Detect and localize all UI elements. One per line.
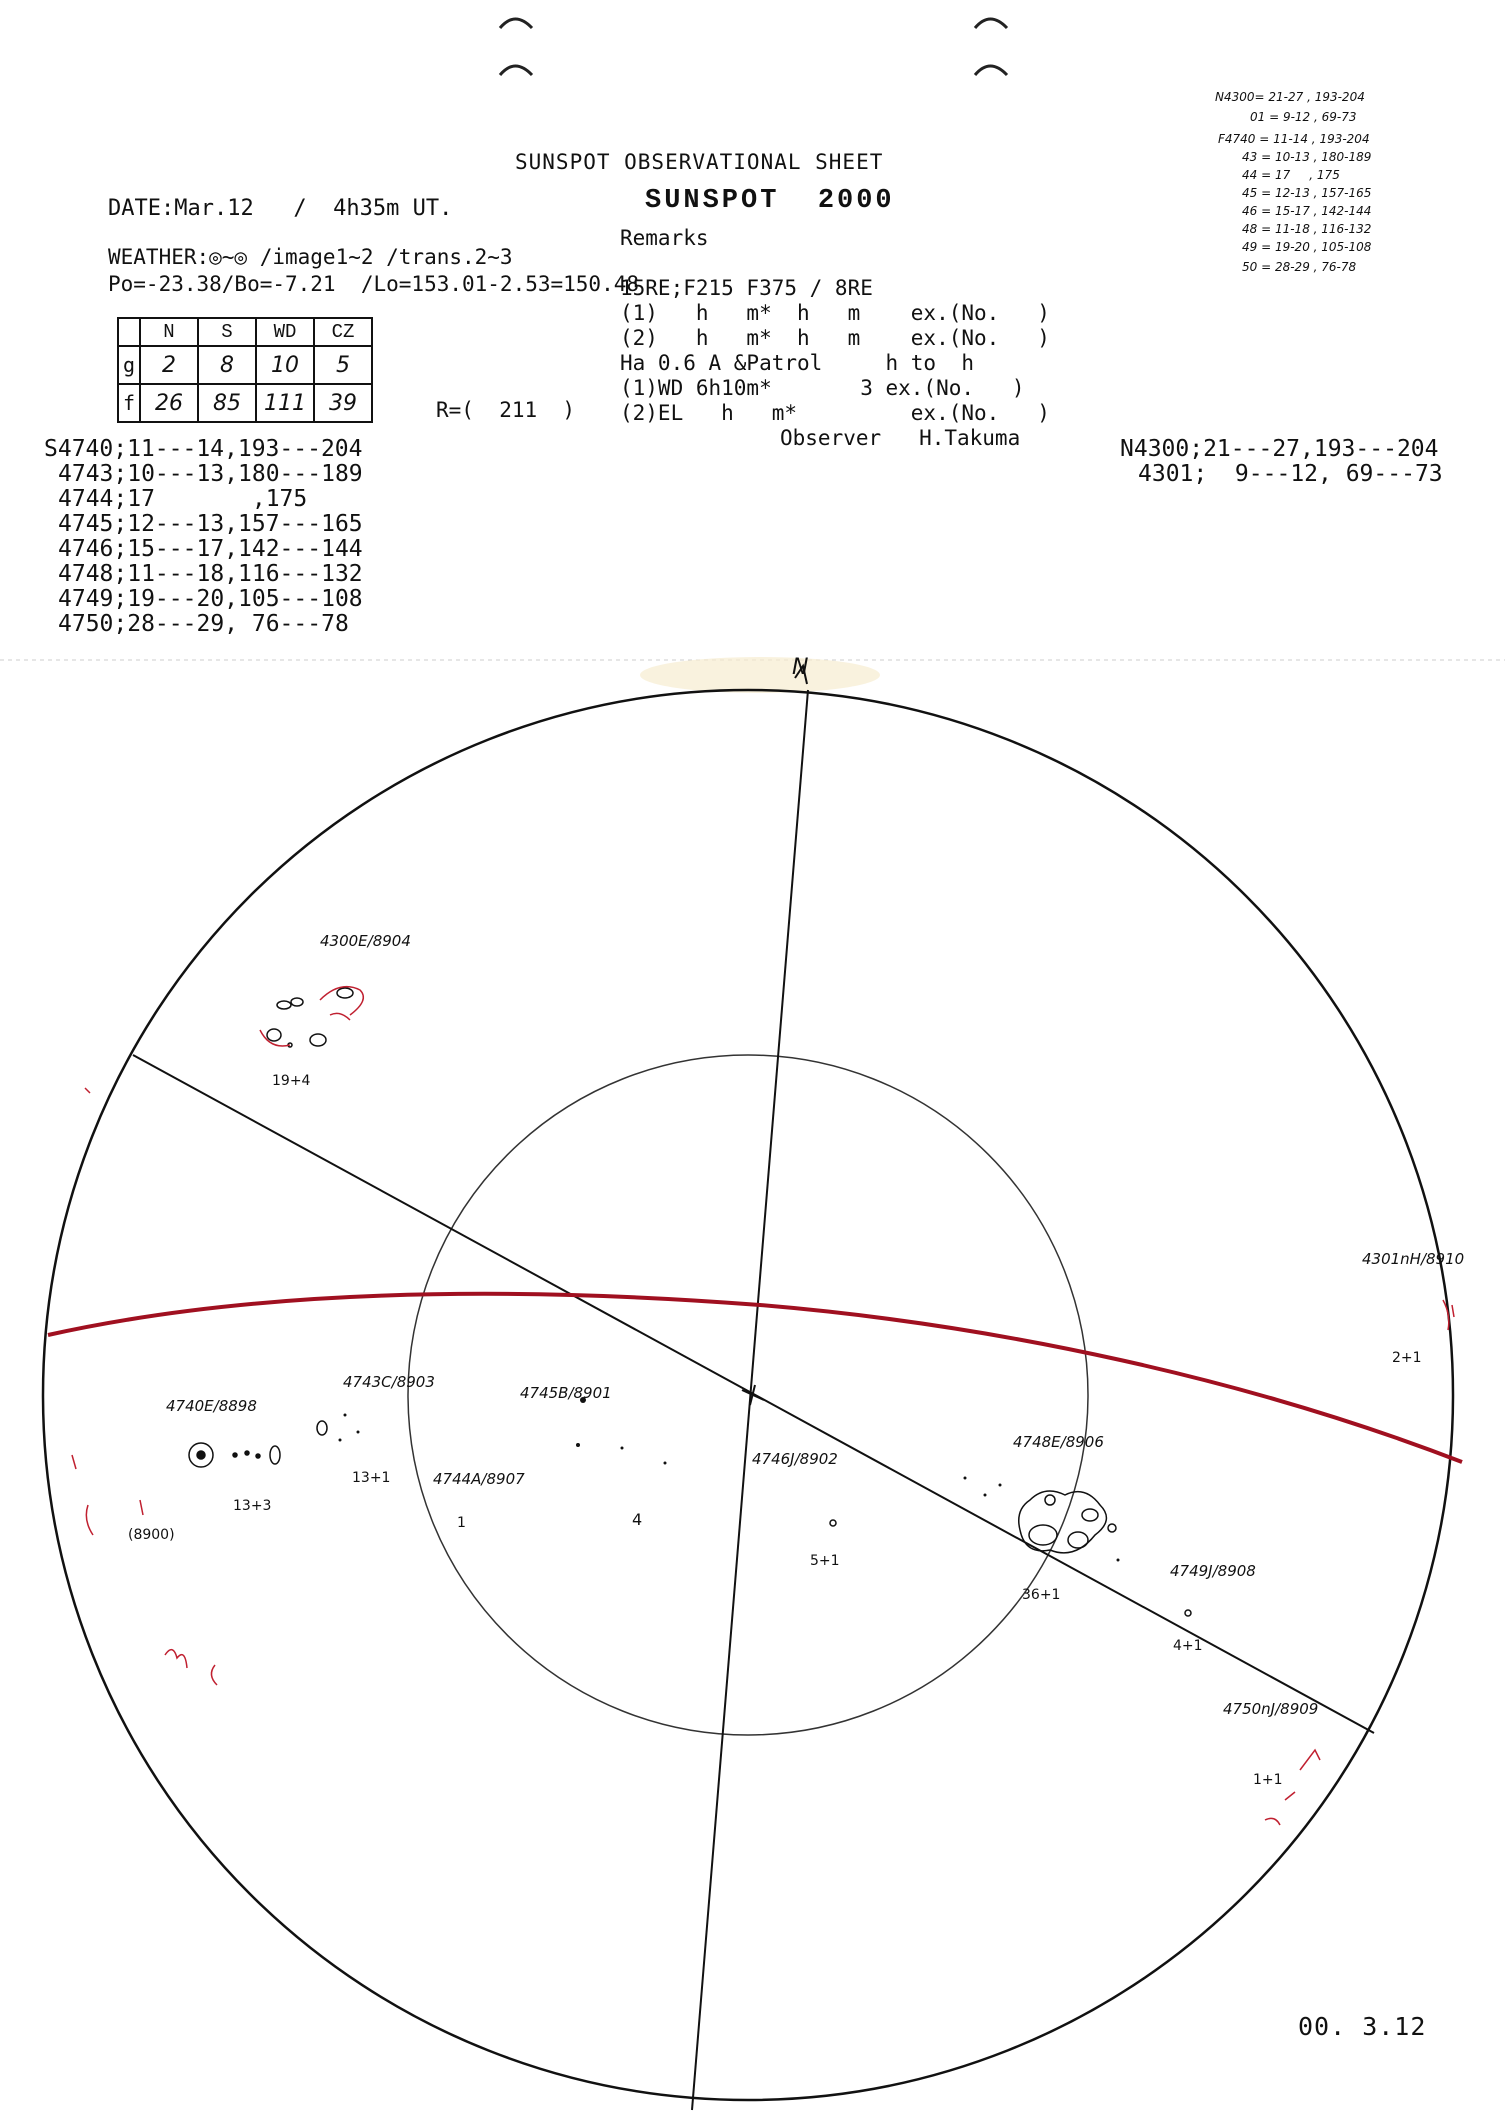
- group-label-4748: 4748E/8906: [1013, 1433, 1104, 1451]
- sheet-title: SUNSPOT OBSERVATIONAL SHEET: [515, 150, 884, 174]
- group-count-4746: 5+1: [810, 1553, 840, 1569]
- count-cell: 85: [198, 384, 256, 422]
- position-entry: 4743;10---13,180---189: [58, 461, 363, 487]
- count-cell: 5: [314, 346, 372, 384]
- observer-line: Observer H.Takuma: [780, 426, 1021, 450]
- handwritten-note: 46 = 15-17 , 142-144: [1242, 204, 1372, 218]
- count-cell: 8: [198, 346, 256, 384]
- column-header: CZ: [314, 318, 372, 346]
- group-label-4744: 4744A/8907: [433, 1470, 525, 1488]
- group-label-4300: 4300E/8904: [320, 932, 411, 950]
- count-cell: 10: [256, 346, 314, 384]
- remarks-line: (1)WD 6h10m* 3 ex.(No. ): [620, 376, 1025, 400]
- column-header: S: [198, 318, 256, 346]
- group-label-4750: 4750nJ/8909: [1223, 1700, 1319, 1718]
- handwritten-note: 50 = 28-29 , 76-78: [1242, 260, 1357, 274]
- spot-group-4301-red: [1443, 1300, 1454, 1330]
- group-count-4300: 19+4: [272, 1073, 311, 1089]
- paper-stain: [640, 657, 880, 693]
- group-count-4745: 4: [632, 1510, 643, 1529]
- group-count-4740: 13+3: [233, 1498, 272, 1514]
- handwritten-note: 43 = 10-13 , 180-189: [1242, 150, 1372, 164]
- remarks-label: Remarks: [620, 226, 709, 250]
- spot-group-4746-marks: [830, 1520, 836, 1526]
- handwritten-note: 45 = 12-13 , 157-165: [1242, 186, 1372, 200]
- spot-group-4300-marks: [267, 988, 353, 1047]
- row-label: g: [118, 346, 140, 384]
- remarks-line: (2)EL h m* ex.(No. ): [620, 401, 1050, 425]
- table-row: [118, 384, 372, 422]
- handwritten-note: N4300= 21-27 , 193-204: [1215, 90, 1365, 104]
- group-label-4745: 4745B/8901: [520, 1384, 612, 1402]
- weather-line: WEATHER:◎~◎ /image1~2 /trans.2~3: [108, 245, 513, 269]
- count-cell: 39: [314, 384, 372, 422]
- date-line: DATE:Mar.12 / 4h35m UT.: [108, 196, 453, 221]
- extra-group-label: (8900): [128, 1527, 175, 1543]
- spot-group-4745-marks: [576, 1397, 667, 1465]
- group-label-4743: 4743C/8903: [343, 1373, 435, 1391]
- binder-mark: [975, 19, 1007, 28]
- limb-red-marks: [72, 1088, 217, 1685]
- handwritten-note: 48 = 11-18 , 116-132: [1242, 222, 1372, 236]
- position-entry: 4744;17 ,175: [58, 486, 308, 512]
- remarks-line: (1) h m* h m ex.(No. ): [620, 301, 1050, 325]
- group-count-4749: 4+1: [1173, 1638, 1203, 1654]
- position-entry: 4749;19---20,105---108: [58, 586, 363, 612]
- spot-group-4749-marks: [1185, 1610, 1191, 1616]
- solar-disk-outline: [43, 690, 1453, 2100]
- handwritten-note: 49 = 19-20 , 105-108: [1242, 240, 1372, 254]
- group-count-4743: 13+1: [352, 1470, 391, 1486]
- inner-reference-circle: [408, 1055, 1088, 1735]
- orientation-line: Po=-23.38/Bo=-7.21 /Lo=153.01-2.53=150.48: [108, 272, 640, 296]
- position-entry: 4748;11---18,116---132: [58, 561, 363, 587]
- handwritten-note: 01 = 9-12 , 69-73: [1250, 110, 1357, 124]
- remarks-line: Ha 0.6 A &Patrol h to h: [620, 351, 975, 375]
- relative-number: R=( 211 ): [436, 398, 576, 422]
- position-entry: N4300;21---27,193---204: [1120, 436, 1439, 462]
- group-count-4301: 2+1: [1392, 1350, 1422, 1366]
- handwritten-note: 44 = 17 , 175: [1242, 168, 1340, 182]
- spot-group-4740-marks: [189, 1443, 280, 1467]
- group-label-4740: 4740E/8898: [166, 1397, 257, 1415]
- column-header: N: [140, 318, 198, 346]
- north-label: N: [792, 655, 809, 680]
- column-header: WD: [256, 318, 314, 346]
- binder-mark: [975, 66, 1007, 75]
- position-entry: 4750;28---29, 76---78: [58, 611, 349, 637]
- date-stamp: 00. 3.12: [1298, 2012, 1427, 2041]
- group-count-4748: 36+1: [1022, 1587, 1061, 1603]
- group-label-4746: 4746J/8902: [752, 1450, 838, 1468]
- spot-group-4748-marks: [1019, 1491, 1116, 1553]
- binder-mark: [500, 19, 532, 28]
- group-label-4749: 4749J/8908: [1170, 1562, 1256, 1580]
- table-row: [118, 346, 372, 384]
- remarks-line: 15RE;F215 F375 / 8RE: [620, 276, 873, 300]
- count-cell: 26: [140, 384, 198, 422]
- group-count-4750: 1+1: [1253, 1772, 1283, 1788]
- red-ecliptic-curve: [48, 1294, 1462, 1462]
- position-entry: 4746;15---17,142---144: [58, 536, 363, 562]
- spot-group-4743-marks: [317, 1414, 360, 1442]
- polar-axis-line: [692, 690, 808, 2110]
- row-label: f: [118, 384, 140, 422]
- sheet-subtitle: SUNSPOT 2000: [645, 186, 895, 216]
- count-cell: 111: [256, 384, 314, 422]
- group-label-4301: 4301nH/8910: [1362, 1250, 1465, 1268]
- count-cell: 2: [140, 346, 198, 384]
- position-entry: 4301; 9---12, 69---73: [1138, 461, 1443, 487]
- counts-table: [117, 317, 373, 423]
- handwritten-note: F4740 = 11-14 , 193-204: [1218, 132, 1370, 146]
- binder-mark: [500, 66, 532, 75]
- remarks-line: (2) h m* h m ex.(No. ): [620, 326, 1050, 350]
- group-count-4744: 1: [457, 1515, 466, 1531]
- position-entry: 4745;12---13,157---165: [58, 511, 363, 537]
- position-entry: S4740;11---14,193---204: [44, 436, 363, 462]
